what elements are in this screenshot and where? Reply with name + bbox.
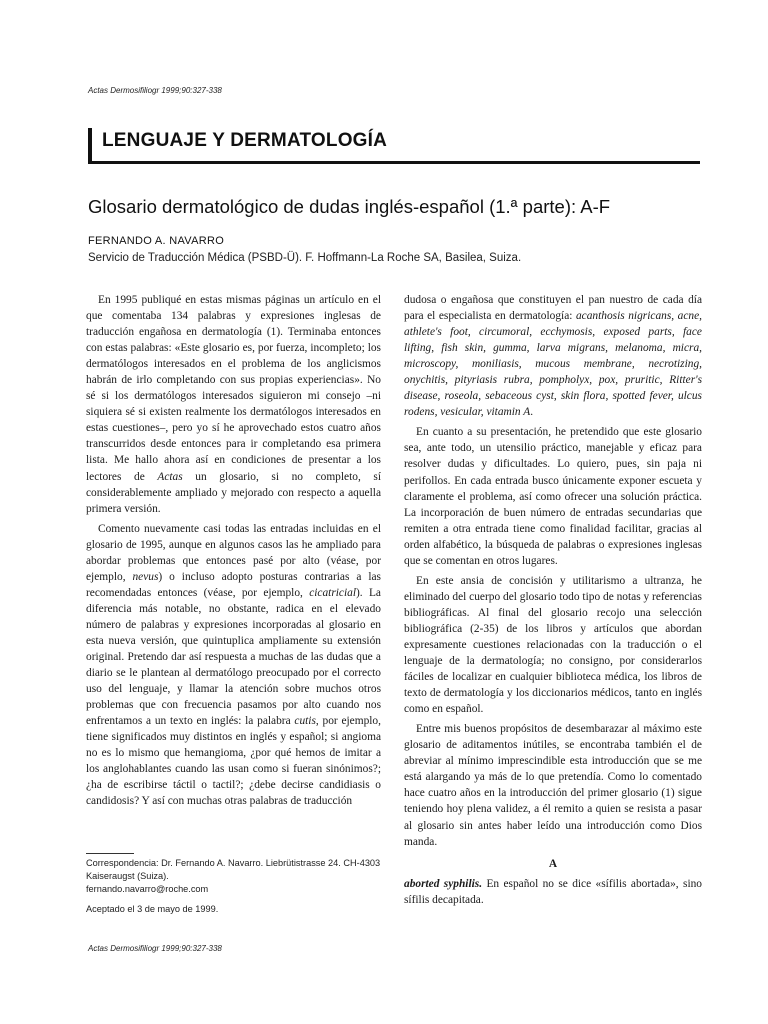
right-column xyxy=(404,292,702,912)
glossary-letter-heading: A xyxy=(548,857,558,870)
author-affiliation: Servicio de Traducción Médica (PSBD-Ü). F. Hoffmann-La Roche SA, Basilea, Suiza. xyxy=(88,252,522,264)
author-name: FERNANDO A. NAVARRO xyxy=(88,235,225,247)
correspondence-footnote xyxy=(86,857,386,896)
left-column xyxy=(86,292,381,814)
accepted-date: Aceptado el 3 de mayo de 1999. xyxy=(86,904,219,914)
correspondence-address: Correspondencia: Dr. Fernando A. Navarro. Liebrütistrasse 24. CH-4303 Kaiseraugst (Suiza). xyxy=(86,858,381,881)
paragraph-1: En 1995 publiqué en estas mismas páginas un artículo en el que comentaba 134 palabras y expresiones inglesas de traducción engañosa en dermatología (1). Terminaba entonces con estas palabras: «Este glosario es, por fuerza, incompleto; los dermatólogos interesados en el problema de los anglicismos habrán de irlo completando con sus propias experiencias». No sé si los dermatólogos interesados siguieron mi consejo –ni siquiera sé si existen realmente los dermatólogos interesados en estas cuestiones–, pero yo sí he aprovechado estos cuatro años transcurridos desde entonces para ir completando esa primera lista. Me hallo ahora así en condiciones de presentar a los lectores de Actas un glosario, si no completo, sí considerablemente ampliado y mejorado con respecto a aquella primera versión. xyxy=(86,294,381,515)
paragraph-3: dudosa o engañosa que constituyen el pan nuestro de cada día para el especialista en dermatología: acanthosis nigricans, acne, athlete's foot, circumoral, ecchymosis, exposed parts, face lifting, fish skin, gumma, larva migrans, melanoma, micra, microscopy, moniliasis, mucous membrane, necrotizing, onychitis, pityriasis rubra, pompholyx, pox, pruritic, Ritter's disease, roseola, sebaceous cyst, skin flora, spotted fever, ulcus rodens, vesicular, vitamin A. xyxy=(404,294,702,419)
paragraph-5: En este ansia de concisión y utilitarismo a ultranza, he eliminado del cuerpo del glosario todo tipo de notas y referencias bibliográficas. Al final del glosario recojo una selección bibliográfica (2-35) de los libros y artículos que abordan expresamente cuestiones relacionadas con la traducción o el lenguaje de la dermatología; no consigno, por considerarlos fáciles de localizar en cualquier biblioteca médica, los libros de texto de dermatología y los diccionarios médicos, tanto en inglés como en español. xyxy=(404,574,702,716)
footnote-rule xyxy=(86,853,134,854)
correspondence-email: fernando.navarro@roche.com xyxy=(86,884,209,894)
journal-reference-top: Actas Dermosifiliogr 1999;90:327-338 xyxy=(88,86,222,95)
section-bar xyxy=(88,128,92,164)
paragraph-4: En cuanto a su presentación, he pretendido que este glosario sea, ante todo, un utensilio práctico, manejable y eficaz para resolver dudas y dificultades. Lo quiero, pues, sin paja ni perifollos. En cada entrada busco únicamente exponer escueta y claramente el problema, así como ofrecer una solución práctica. La incorporación de buen número de entradas secundarias que remiten a otra entrada tiene como finalidad facilitar, gracias al orden alfabético, la búsqueda de palabras o expresiones inglesas que se comentan en otros lugares. xyxy=(404,426,702,567)
paragraph-2: Comento nuevamente casi todas las entradas incluidas en el glosario de 1995, aunque en algunos casos las he ampliado para abordar problemas que entonces pasé por alto (véase, por ejemplo, nevus) o incluso adopto posturas contrarias a las recomendadas entonces (véase, por ejemplo, cicatricial). La diferencia más notable, no obstante, radica en el elevado número de palabras y expresiones incorporadas al glosario en esta nueva versión, que quintuplica ampliamente su extensión original. Pretendo dar así respuesta a muchas de las dudas que a diario se le plantean al dermatólogo preocupado por el correcto uso del lenguaje, y llamar la atención sobre muchos otros problemas que con frecuencia pasamos por alto cuando nos enfrentamos a un texto en inglés: la palabra cutis, por ejemplo, tiene significados muy distintos en inglés y español; si angioma no es lo mismo que hemangioma, ¿por qué hemos de imitar a los anglohablantes cuando las usan como si fueran sinónimos?; ¿ha de escribirse táctil o tactil?; ¿debe decirse candidiasis o candidosis? Y así con muchas otras palabras de traducción xyxy=(86,522,381,808)
section-rule xyxy=(88,161,700,164)
article-title: Glosario dermatológico de dudas inglés-español (1.ª parte): A-F xyxy=(88,196,611,217)
section-title: LENGUAJE Y DERMATOLOGÍA xyxy=(102,130,388,151)
glossary-entry-term: aborted syphilis. xyxy=(404,877,483,890)
glossary-entry: aborted syphilis. En español no se dice «sífilis abortada», sino sífilis decapitada. xyxy=(404,877,702,906)
section-header xyxy=(88,128,700,164)
journal-reference-bottom: Actas Dermosifiliogr 1999;90:327-338 xyxy=(88,944,222,953)
paragraph-6: Entre mis buenos propósitos de desembarazar al máximo este glosario de aditamentos inútiles, se encontraba también el de abreviar al mínimo imprescindible esta introducción que se me está alargando ya más de lo que pretendía. Como lo comentado hace cuatro años en la introducción del primer glosario (1) sigue teniendo hoy plena validez, a él remito a quien se resista a pasar al glosario sin antes haber leído una introducción como Dios manda. xyxy=(404,723,702,848)
